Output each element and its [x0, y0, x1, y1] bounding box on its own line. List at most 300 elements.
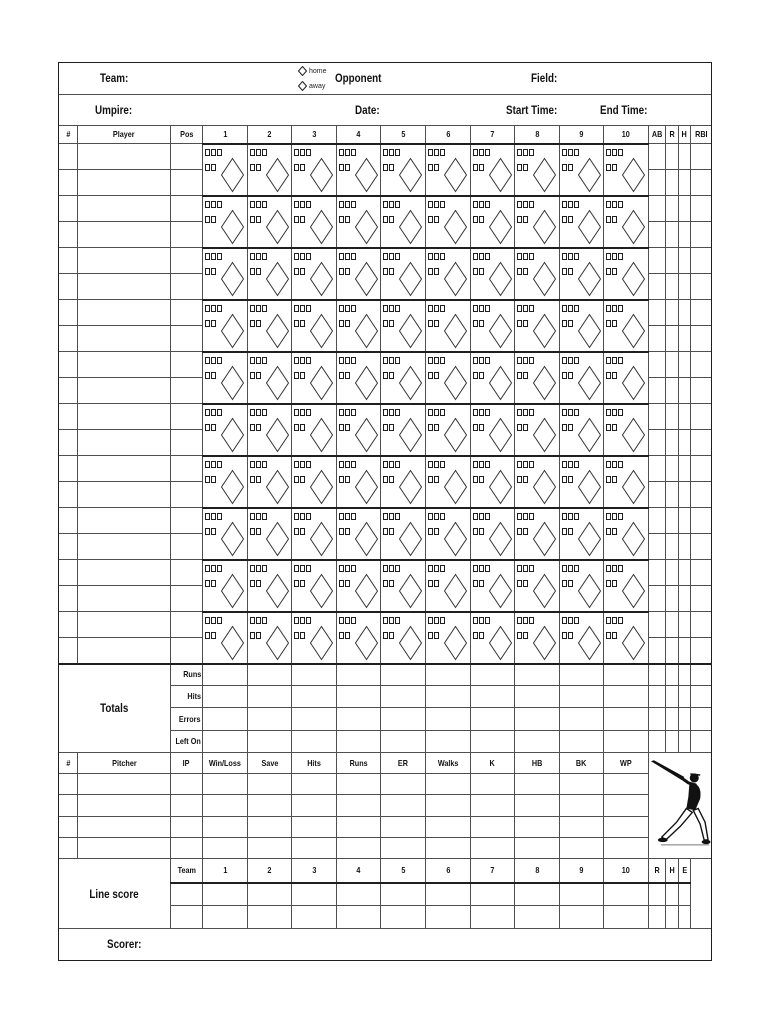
ball-box[interactable] [389, 513, 394, 520]
ball-box[interactable] [250, 357, 255, 364]
ball-box[interactable] [256, 305, 261, 312]
batter-ab-field[interactable] [648, 403, 666, 430]
strike-box[interactable] [250, 476, 255, 483]
ball-box[interactable] [300, 513, 305, 520]
ball-box[interactable] [529, 305, 534, 312]
at-bat-cell-2-inning-9[interactable] [559, 195, 604, 248]
strike-box[interactable] [256, 580, 261, 587]
ball-box[interactable] [485, 201, 490, 208]
ball-box[interactable] [612, 513, 617, 520]
pitcher-k-field[interactable] [470, 773, 515, 795]
ball-box[interactable] [434, 149, 439, 156]
batter-rbi-field[interactable] [690, 585, 712, 612]
batter-ab-field[interactable] [648, 559, 666, 586]
ball-box[interactable] [217, 513, 222, 520]
strike-box[interactable] [389, 424, 394, 431]
position-field[interactable] [170, 559, 203, 586]
ball-box[interactable] [211, 357, 216, 364]
strike-box[interactable] [568, 580, 573, 587]
at-bat-cell-6-inning-4[interactable] [336, 403, 381, 456]
totals-errors-inning-8[interactable] [514, 707, 560, 731]
ball-box[interactable] [383, 357, 388, 364]
ball-box[interactable] [205, 409, 210, 416]
ball-box[interactable] [523, 513, 528, 520]
pitcher-name-field[interactable] [77, 837, 171, 859]
strike-box[interactable] [568, 268, 573, 275]
totals-errors-ab[interactable] [648, 707, 666, 731]
strike-box[interactable] [211, 424, 216, 431]
ball-box[interactable] [428, 409, 433, 416]
ball-box[interactable] [300, 149, 305, 156]
at-bat-cell-4-inning-7[interactable] [470, 299, 515, 352]
ball-box[interactable] [351, 305, 356, 312]
strike-box[interactable] [300, 424, 305, 431]
at-bat-cell-5-inning-7[interactable] [470, 351, 515, 404]
strike-box[interactable] [205, 580, 210, 587]
strike-box[interactable] [389, 632, 394, 639]
ball-box[interactable] [529, 253, 534, 260]
batter-ab-field[interactable] [648, 533, 666, 560]
strike-box[interactable] [517, 268, 522, 275]
strike-box[interactable] [612, 164, 617, 171]
ball-box[interactable] [395, 409, 400, 416]
ball-box[interactable] [300, 357, 305, 364]
position-field[interactable] [170, 507, 203, 534]
at-bat-cell-10-inning-6[interactable] [425, 611, 471, 664]
strike-box[interactable] [294, 580, 299, 587]
strike-box[interactable] [479, 268, 484, 275]
totals-left-on-inning-9[interactable] [559, 730, 604, 753]
line-score-inning-10-field[interactable] [603, 882, 649, 906]
ball-box[interactable] [612, 305, 617, 312]
batter-ab-field[interactable] [648, 351, 666, 378]
batter-rbi-field[interactable] [690, 455, 712, 482]
ball-box[interactable] [574, 305, 579, 312]
strike-box[interactable] [517, 372, 522, 379]
ball-box[interactable] [262, 253, 267, 260]
ball-box[interactable] [250, 149, 255, 156]
ball-box[interactable] [389, 617, 394, 624]
batting-order-field[interactable] [58, 169, 78, 196]
totals-errors-inning-1[interactable] [202, 707, 248, 731]
ball-box[interactable] [529, 201, 534, 208]
ball-box[interactable] [428, 617, 433, 624]
ball-box[interactable] [473, 513, 478, 520]
batting-order-field[interactable] [58, 377, 78, 404]
at-bat-cell-8-inning-9[interactable] [559, 507, 604, 560]
strike-box[interactable] [568, 528, 573, 535]
batter-ab-field[interactable] [648, 247, 666, 274]
batter-rbi-field[interactable] [690, 507, 712, 534]
ball-box[interactable] [339, 357, 344, 364]
totals-hits-rbi[interactable] [690, 685, 712, 708]
strike-box[interactable] [250, 528, 255, 535]
ball-box[interactable] [294, 617, 299, 624]
at-bat-cell-1-inning-4[interactable] [336, 143, 381, 196]
batting-order-field[interactable] [58, 559, 78, 586]
ball-box[interactable] [479, 513, 484, 520]
pitcher-k-field[interactable] [470, 816, 515, 838]
totals-errors-inning-9[interactable] [559, 707, 604, 731]
strike-box[interactable] [339, 372, 344, 379]
ball-box[interactable] [217, 149, 222, 156]
ball-box[interactable] [440, 409, 445, 416]
line-score-inning-8-field[interactable] [514, 905, 560, 929]
ball-box[interactable] [294, 565, 299, 572]
strike-box[interactable] [211, 164, 216, 171]
batter-ab-field[interactable] [648, 507, 666, 534]
totals-runs-ab[interactable] [648, 663, 666, 686]
ball-box[interactable] [306, 409, 311, 416]
strike-box[interactable] [205, 632, 210, 639]
at-bat-cell-10-inning-9[interactable] [559, 611, 604, 664]
ball-box[interactable] [306, 565, 311, 572]
totals-runs-inning-3[interactable] [291, 663, 337, 686]
batter-rbi-field[interactable] [690, 143, 712, 170]
player-name-field[interactable] [77, 273, 171, 300]
strike-box[interactable] [606, 320, 611, 327]
ball-box[interactable] [306, 305, 311, 312]
at-bat-cell-6-inning-9[interactable] [559, 403, 604, 456]
strike-box[interactable] [389, 476, 394, 483]
ball-box[interactable] [440, 565, 445, 572]
ball-box[interactable] [606, 461, 611, 468]
strike-box[interactable] [383, 268, 388, 275]
batter-ab-field[interactable] [648, 169, 666, 196]
batter-rbi-field[interactable] [690, 481, 712, 508]
pitcher-runs-field[interactable] [336, 794, 381, 817]
at-bat-cell-4-inning-4[interactable] [336, 299, 381, 352]
ball-box[interactable] [262, 409, 267, 416]
ball-box[interactable] [529, 461, 534, 468]
batter-ab-field[interactable] [648, 273, 666, 300]
strike-box[interactable] [389, 580, 394, 587]
totals-errors-inning-2[interactable] [247, 707, 292, 731]
strike-box[interactable] [606, 164, 611, 171]
strike-box[interactable] [523, 424, 528, 431]
ball-box[interactable] [568, 409, 573, 416]
position-field[interactable] [170, 143, 203, 170]
position-field[interactable] [170, 611, 203, 638]
totals-hits-inning-7[interactable] [470, 685, 515, 708]
ball-box[interactable] [517, 617, 522, 624]
ball-box[interactable] [479, 149, 484, 156]
strike-box[interactable] [300, 580, 305, 587]
position-field[interactable] [170, 325, 203, 352]
ball-box[interactable] [523, 253, 528, 260]
ball-box[interactable] [395, 149, 400, 156]
ball-box[interactable] [562, 409, 567, 416]
strike-box[interactable] [479, 528, 484, 535]
line-score-e-field[interactable] [678, 882, 691, 906]
line-score-r-field[interactable] [648, 905, 666, 929]
strike-box[interactable] [211, 528, 216, 535]
at-bat-cell-6-inning-7[interactable] [470, 403, 515, 456]
ball-box[interactable] [256, 357, 261, 364]
batter-ab-field[interactable] [648, 299, 666, 326]
ball-box[interactable] [606, 357, 611, 364]
strike-box[interactable] [294, 632, 299, 639]
totals-left-on-rbi[interactable] [690, 730, 712, 753]
at-bat-cell-6-inning-6[interactable] [425, 403, 471, 456]
position-field[interactable] [170, 533, 203, 560]
strike-box[interactable] [434, 528, 439, 535]
player-name-field[interactable] [77, 455, 171, 482]
batting-order-field[interactable] [58, 507, 78, 534]
at-bat-cell-3-inning-6[interactable] [425, 247, 471, 300]
strike-box[interactable] [434, 424, 439, 431]
pitcher-win-loss-field[interactable] [202, 773, 248, 795]
totals-hits-inning-3[interactable] [291, 685, 337, 708]
strike-box[interactable] [428, 580, 433, 587]
strike-box[interactable] [606, 476, 611, 483]
ball-box[interactable] [612, 617, 617, 624]
ball-box[interactable] [568, 461, 573, 468]
strike-box[interactable] [345, 632, 350, 639]
batting-order-field[interactable] [58, 611, 78, 638]
ball-box[interactable] [306, 253, 311, 260]
strike-box[interactable] [479, 632, 484, 639]
strike-box[interactable] [256, 372, 261, 379]
strike-box[interactable] [428, 164, 433, 171]
ball-box[interactable] [562, 305, 567, 312]
ball-box[interactable] [618, 617, 623, 624]
ball-box[interactable] [345, 253, 350, 260]
at-bat-cell-7-inning-4[interactable] [336, 455, 381, 508]
ball-box[interactable] [262, 201, 267, 208]
batter-r-field[interactable] [665, 143, 679, 170]
strike-box[interactable] [300, 216, 305, 223]
batting-order-field[interactable] [58, 273, 78, 300]
pitcher-hits-field[interactable] [291, 816, 337, 838]
at-bat-cell-9-inning-9[interactable] [559, 559, 604, 612]
ball-box[interactable] [205, 305, 210, 312]
strike-box[interactable] [294, 164, 299, 171]
ball-box[interactable] [211, 565, 216, 572]
pitcher-bk-field[interactable] [559, 794, 604, 817]
batter-rbi-field[interactable] [690, 611, 712, 638]
ball-box[interactable] [523, 617, 528, 624]
ball-box[interactable] [345, 617, 350, 624]
at-bat-cell-2-inning-8[interactable] [514, 195, 560, 248]
strike-box[interactable] [479, 320, 484, 327]
at-bat-cell-2-inning-3[interactable] [291, 195, 337, 248]
strike-box[interactable] [428, 424, 433, 431]
ball-box[interactable] [485, 513, 490, 520]
strike-box[interactable] [606, 216, 611, 223]
strike-box[interactable] [517, 528, 522, 535]
strike-box[interactable] [383, 320, 388, 327]
batter-ab-field[interactable] [648, 143, 666, 170]
strike-box[interactable] [612, 476, 617, 483]
pitcher-wp-field[interactable] [603, 773, 649, 795]
strike-box[interactable] [211, 632, 216, 639]
strike-box[interactable] [294, 268, 299, 275]
pitcher-runs-field[interactable] [336, 837, 381, 859]
ball-box[interactable] [300, 201, 305, 208]
strike-box[interactable] [612, 632, 617, 639]
ball-box[interactable] [529, 357, 534, 364]
pitcher-wp-field[interactable] [603, 794, 649, 817]
strike-box[interactable] [256, 268, 261, 275]
batter-rbi-field[interactable] [690, 221, 712, 248]
pitcher-win-loss-field[interactable] [202, 816, 248, 838]
ball-box[interactable] [395, 617, 400, 624]
ball-box[interactable] [440, 253, 445, 260]
ball-box[interactable] [618, 253, 623, 260]
line-score-inning-9-field[interactable] [559, 905, 604, 929]
batter-r-field[interactable] [665, 455, 679, 482]
ball-box[interactable] [529, 617, 534, 624]
strike-box[interactable] [523, 268, 528, 275]
ball-box[interactable] [345, 305, 350, 312]
pitcher-k-field[interactable] [470, 837, 515, 859]
ball-box[interactable] [351, 565, 356, 572]
at-bat-cell-2-inning-2[interactable] [247, 195, 292, 248]
at-bat-cell-7-inning-2[interactable] [247, 455, 292, 508]
at-bat-cell-3-inning-5[interactable] [380, 247, 426, 300]
position-field[interactable] [170, 273, 203, 300]
pitcher-ip-field[interactable] [170, 816, 203, 838]
strike-box[interactable] [612, 424, 617, 431]
at-bat-cell-4-inning-2[interactable] [247, 299, 292, 352]
ball-box[interactable] [612, 409, 617, 416]
strike-box[interactable] [256, 164, 261, 171]
strike-box[interactable] [473, 216, 478, 223]
ball-box[interactable] [211, 461, 216, 468]
ball-box[interactable] [339, 461, 344, 468]
ball-box[interactable] [428, 461, 433, 468]
strike-box[interactable] [205, 268, 210, 275]
ball-box[interactable] [217, 253, 222, 260]
pitcher-walks-field[interactable] [425, 816, 471, 838]
ball-box[interactable] [574, 461, 579, 468]
strike-box[interactable] [345, 476, 350, 483]
pitcher-er-field[interactable] [380, 794, 426, 817]
strike-box[interactable] [205, 320, 210, 327]
strike-box[interactable] [345, 216, 350, 223]
at-bat-cell-7-inning-8[interactable] [514, 455, 560, 508]
ball-box[interactable] [389, 357, 394, 364]
at-bat-cell-9-inning-1[interactable] [202, 559, 248, 612]
totals-hits-inning-4[interactable] [336, 685, 381, 708]
ball-box[interactable] [485, 305, 490, 312]
ball-box[interactable] [440, 617, 445, 624]
totals-runs-r[interactable] [665, 663, 679, 686]
totals-runs-inning-4[interactable] [336, 663, 381, 686]
position-field[interactable] [170, 481, 203, 508]
ball-box[interactable] [562, 513, 567, 520]
ball-box[interactable] [562, 357, 567, 364]
ball-box[interactable] [529, 409, 534, 416]
at-bat-cell-6-inning-8[interactable] [514, 403, 560, 456]
batter-ab-field[interactable] [648, 325, 666, 352]
ball-box[interactable] [523, 305, 528, 312]
strike-box[interactable] [562, 632, 567, 639]
totals-hits-r[interactable] [665, 685, 679, 708]
at-bat-cell-1-inning-2[interactable] [247, 143, 292, 196]
totals-hits-inning-5[interactable] [380, 685, 426, 708]
player-name-field[interactable] [77, 299, 171, 326]
pitcher-runs-field[interactable] [336, 773, 381, 795]
strike-box[interactable] [256, 528, 261, 535]
ball-box[interactable] [256, 461, 261, 468]
ball-box[interactable] [606, 305, 611, 312]
line-score-team-field[interactable] [170, 882, 203, 906]
batter-r-field[interactable] [665, 559, 679, 586]
strike-box[interactable] [473, 528, 478, 535]
ball-box[interactable] [339, 305, 344, 312]
batter-r-field[interactable] [665, 221, 679, 248]
strike-box[interactable] [383, 476, 388, 483]
strike-box[interactable] [205, 372, 210, 379]
strike-box[interactable] [211, 372, 216, 379]
strike-box[interactable] [434, 372, 439, 379]
at-bat-cell-4-inning-10[interactable] [603, 299, 649, 352]
ball-box[interactable] [517, 565, 522, 572]
ball-box[interactable] [211, 305, 216, 312]
pitcher-walks-field[interactable] [425, 794, 471, 817]
ball-box[interactable] [250, 461, 255, 468]
ball-box[interactable] [351, 461, 356, 468]
strike-box[interactable] [428, 528, 433, 535]
ball-box[interactable] [434, 461, 439, 468]
strike-box[interactable] [473, 580, 478, 587]
ball-box[interactable] [205, 461, 210, 468]
ball-box[interactable] [217, 357, 222, 364]
ball-box[interactable] [574, 565, 579, 572]
ball-box[interactable] [428, 565, 433, 572]
totals-runs-inning-10[interactable] [603, 663, 649, 686]
ball-box[interactable] [250, 305, 255, 312]
strike-box[interactable] [300, 268, 305, 275]
ball-box[interactable] [217, 409, 222, 416]
strike-box[interactable] [345, 580, 350, 587]
ball-box[interactable] [428, 149, 433, 156]
ball-box[interactable] [217, 617, 222, 624]
ball-box[interactable] [250, 617, 255, 624]
batter-rbi-field[interactable] [690, 351, 712, 378]
totals-errors-inning-7[interactable] [470, 707, 515, 731]
batter-r-field[interactable] [665, 273, 679, 300]
ball-box[interactable] [383, 305, 388, 312]
strike-box[interactable] [256, 632, 261, 639]
ball-box[interactable] [485, 461, 490, 468]
ball-box[interactable] [211, 253, 216, 260]
ball-box[interactable] [479, 253, 484, 260]
player-name-field[interactable] [77, 403, 171, 430]
strike-box[interactable] [250, 632, 255, 639]
pitcher-hits-field[interactable] [291, 837, 337, 859]
at-bat-cell-10-inning-3[interactable] [291, 611, 337, 664]
batting-order-field[interactable] [58, 455, 78, 482]
ball-box[interactable] [485, 409, 490, 416]
strike-box[interactable] [345, 424, 350, 431]
ball-box[interactable] [306, 513, 311, 520]
strike-box[interactable] [523, 580, 528, 587]
ball-box[interactable] [383, 253, 388, 260]
batter-rbi-field[interactable] [690, 299, 712, 326]
line-score-inning-4-field[interactable] [336, 882, 381, 906]
ball-box[interactable] [262, 149, 267, 156]
strike-box[interactable] [517, 424, 522, 431]
player-name-field[interactable] [77, 325, 171, 352]
totals-runs-inning-7[interactable] [470, 663, 515, 686]
away-radio-icon[interactable] [298, 81, 307, 91]
pitcher-number-field[interactable] [58, 794, 78, 817]
strike-box[interactable] [339, 268, 344, 275]
ball-box[interactable] [485, 565, 490, 572]
